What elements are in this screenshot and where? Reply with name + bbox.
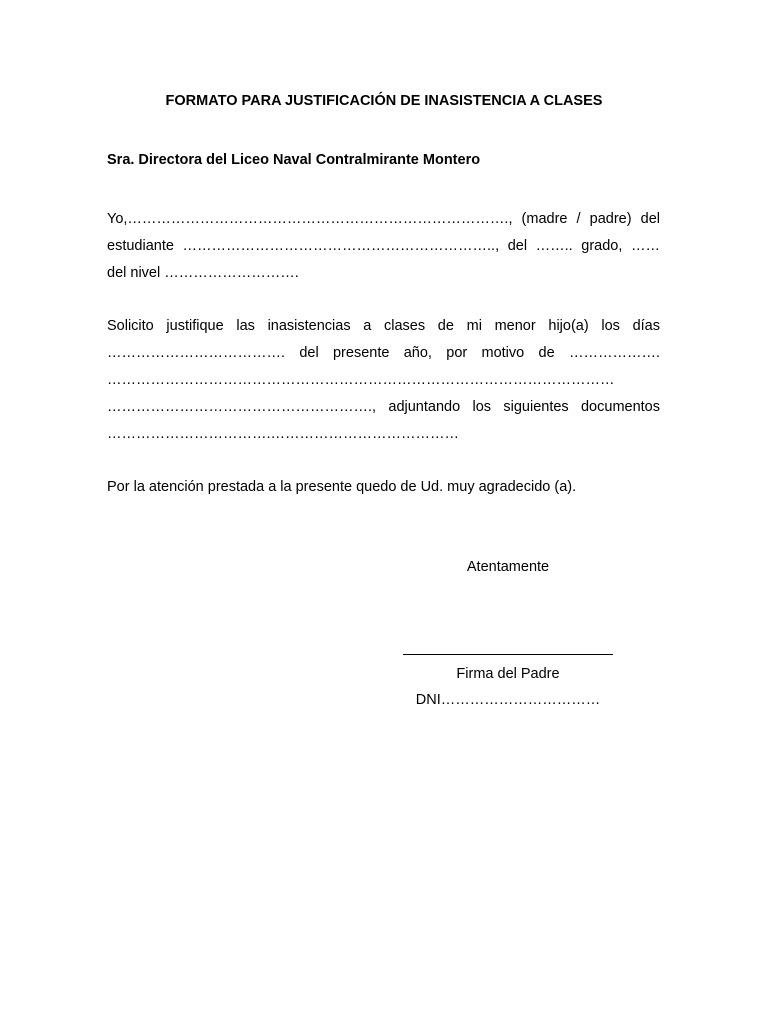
recipient-line: Sra. Directora del Liceo Naval Contralmirante Montero <box>107 152 481 168</box>
signature-line <box>403 654 613 655</box>
signature-label: Firma del Padre <box>456 666 560 682</box>
paragraph-1-line-1: Yo,……………………………………………………………………., (madre / padre) del <box>107 211 660 227</box>
paragraph-2-line-4: ………………………………………………., adjuntando los siguientes documentos <box>107 399 660 415</box>
closing-sentence: Por la atención prestada a la presente quedo de Ud. muy agradecido (a). <box>107 479 577 495</box>
paragraph-1-line-2: estudiante ……………………………………………………….., del …….. grado, …… <box>107 238 660 254</box>
salutation: Atentamente <box>466 559 550 575</box>
paragraph-1-line-3: del nivel ………………………. <box>107 265 299 281</box>
paragraph-2-line-5: …………………………….………………………………… <box>107 426 460 442</box>
paragraph-2-line-1: Solicito justifique las inasistencias a clases de mi menor hijo(a) los días <box>107 318 660 334</box>
paragraph-2-line-2: ………………………………. del presente año, por motivo de ………………. <box>107 345 660 361</box>
document-title: FORMATO PARA JUSTIFICACIÓN DE INASISTENCIA A CLASES <box>165 93 603 109</box>
dni-field: DNI…………………………… <box>415 692 601 708</box>
paragraph-2-line-3: …………………………………………………………………………………………… <box>107 372 615 388</box>
